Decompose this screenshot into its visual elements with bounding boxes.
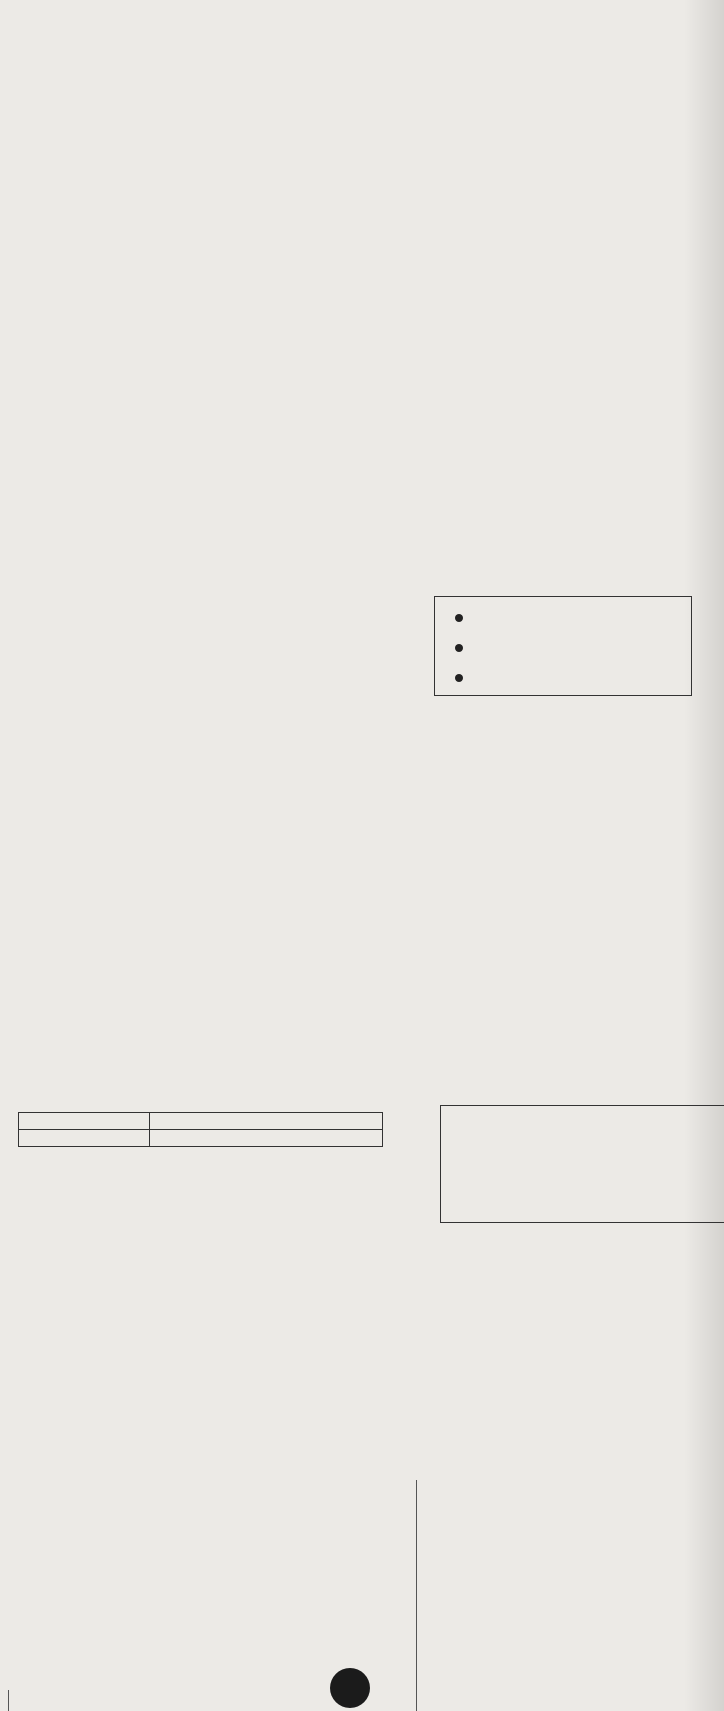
q16-option-d[interactable] [32, 1455, 64, 1481]
q19-option-d[interactable] [441, 920, 473, 946]
q18-option-b[interactable] [428, 386, 460, 412]
q18-option-d[interactable] [428, 452, 460, 478]
q16-option-a[interactable] [32, 1347, 64, 1373]
q20-item [464, 1344, 496, 1370]
table-header-tahun [19, 1113, 150, 1130]
q16-table [18, 1112, 383, 1147]
q16-option-b[interactable] [32, 1383, 64, 1409]
q16-line [0, 1001, 10, 1027]
q15-option-d[interactable] [18, 913, 50, 939]
q20-option-d[interactable] [442, 1584, 474, 1610]
q18-option-a[interactable] [428, 352, 460, 378]
q18-line [386, 183, 396, 209]
q19-box-item [449, 663, 477, 689]
q19-option-a[interactable] [441, 818, 473, 844]
table-header-peristiwa [150, 1113, 383, 1130]
q14-option-d[interactable] [18, 436, 50, 462]
prev-option-b[interactable] [410, 59, 442, 85]
q16-option-c[interactable] [32, 1419, 64, 1445]
q14-item [18, 240, 50, 266]
prev-option-d[interactable] [410, 131, 442, 157]
q15-option-c[interactable] [18, 843, 50, 869]
prev-option-a[interactable] [410, 22, 442, 48]
q15-option-a[interactable] [18, 702, 50, 728]
q20-option-a[interactable] [442, 1482, 474, 1508]
q20-option-b[interactable] [442, 1516, 474, 1542]
q19-line [386, 492, 396, 518]
page-number-badge [330, 1668, 370, 1708]
table-cell-year [19, 1130, 150, 1147]
q20-item [454, 1412, 486, 1438]
q19-option-b[interactable] [441, 852, 473, 878]
q14-item [18, 206, 50, 232]
q19-box [434, 596, 692, 696]
q14-option-a[interactable] [18, 336, 50, 362]
q18-option-c[interactable] [428, 419, 460, 445]
q20-item [454, 1446, 486, 1472]
q17-line [0, 1503, 10, 1529]
column-divider [416, 1480, 417, 1711]
q19-box-item [449, 633, 477, 659]
left-margin-line [8, 1690, 9, 1711]
page-shadow [684, 0, 724, 1711]
q20-item [454, 1379, 486, 1405]
q15-option-b[interactable] [18, 773, 50, 799]
q20-line [408, 998, 418, 1024]
q14-item [18, 304, 50, 330]
q14-option-b[interactable] [18, 369, 50, 395]
q14-item [18, 272, 50, 298]
prev-option-c[interactable] [410, 95, 442, 121]
q20-box [440, 1105, 724, 1223]
q14-option-c[interactable] [18, 403, 50, 429]
q20-option-c[interactable] [442, 1550, 474, 1576]
q19-option-c[interactable] [441, 886, 473, 912]
q19-box-item [449, 603, 477, 629]
table-cell-event [150, 1130, 383, 1147]
